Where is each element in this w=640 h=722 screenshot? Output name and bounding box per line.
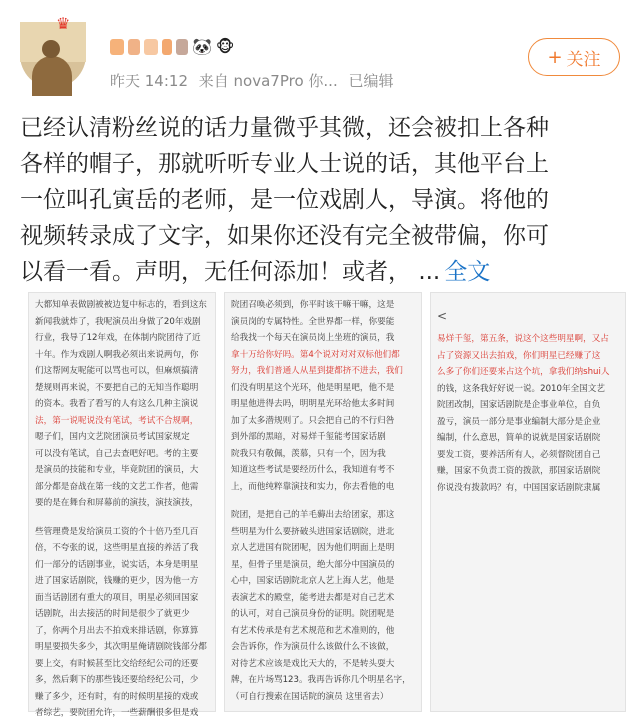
screenshot-text-line: 对待艺术应该是戏比天大的，不是转头耍大: [231, 658, 395, 669]
screenshot-text-line: 努力，我们普通人从星到捷都挤不进去，我们: [231, 366, 403, 376]
screenshot-text-line: 们一部分的话剧事业，说实话，本身是明星: [35, 559, 199, 570]
screenshot-text-line: 赚了多少，还有时，有的时候明星接的戏或: [35, 691, 199, 702]
screenshot-text-line: 面当话剧团有重大的项目，明星必须回国家: [35, 592, 199, 603]
screenshot-text-line: 们没有明星这个光环，他是明星吧，他不是: [231, 382, 395, 393]
screenshot-text-line: 院团，是把自己的羊毛薅出去给团家，那这: [231, 510, 395, 520]
screenshot-text-line: 要上交，有时候甚至比交给经纪公司的还要: [35, 658, 199, 669]
screenshot-text-line: 是演员的技能和专业，毕竟院团的演员，大: [35, 465, 199, 475]
screenshot-text-line: 要的是在舞台和屏幕前的演技，演技演技，: [35, 498, 199, 508]
screenshot-text-line: 要发工资，要养活所有人，必须督院团自己: [437, 449, 601, 460]
post-line: 各样的帽子，那就听听专业人士说的话，其他平台上: [20, 151, 549, 177]
screenshot-text-line: 你说没有拨款吗？有，中国国家话剧院隶属: [437, 482, 601, 493]
screenshot-text-line: 进了国家话剧院，钱赚的更少，因为他一方: [35, 576, 199, 586]
screenshot-text-line: 倍，不夸张的说，这些明星直接的养活了我: [35, 543, 199, 553]
screenshot-text-line: 可以没有笔试，自己去查吧好吧。考的主要: [35, 448, 199, 459]
screenshot-text-line: 么多了你们还要来占这个坑，拿我们纳shui人: [437, 367, 610, 377]
screenshot-text-line: 部分都是奋战在第一线的文艺工作者，他需: [35, 481, 199, 492]
screenshot-text-line: 易烊千玺，第五条，说这个这些明星啊，又占: [437, 334, 609, 344]
screenshot-text-line: 拿十万给你好吗。第4个说对对对双标他们都: [231, 349, 400, 360]
screenshot-text-line: 大都知单表做剧被被边复中标志的，看到这东: [35, 300, 207, 310]
username-blurred-part: [176, 39, 188, 55]
screenshot-text-line: 法，第一说呢说没有笔试，考试不合规啊，: [35, 415, 199, 426]
screenshot-text-line: 院我只有敬佩，羡慕，只有一个，因为我: [231, 448, 386, 459]
username[interactable]: [110, 34, 234, 60]
post-meta: [110, 70, 400, 91]
screenshot-text-line: 有艺术传承是有艺术规范和艺术准则的，他: [231, 625, 395, 636]
post-line: 视频转录成了文字，如果你还没有完全被带偏，你可: [20, 223, 549, 249]
screenshot-text-line: 的钱，这条我好好说一说。2010年全国文艺: [437, 383, 605, 394]
panda-emoji-icon: 🐼: [192, 37, 212, 56]
follow-label: 关注: [566, 49, 601, 70]
screenshot-text-line: 者综艺，要院团允许，一些薪酬很多但是戏: [35, 708, 199, 718]
post-line: 一位叫孔寅岳的老师，是一位戏剧人，导演。将他的: [20, 187, 549, 213]
screenshot-text-line: 占了资源又出去拍戏，你们明星已经赚了这: [437, 350, 601, 361]
image-gallery: [28, 292, 626, 718]
post-line: 已经认清粉丝说的话力量微乎其微，还会被扣上各种: [20, 115, 549, 141]
screenshot-text-line: 些管理费是发给演员工资的个十倍乃至几百: [35, 526, 199, 537]
post-image-1[interactable]: [28, 292, 216, 718]
post-source[interactable]: 来自 nova7Pro 你...: [198, 72, 338, 90]
username-blurred-part: [162, 39, 172, 55]
screenshot-text-line: 到外部的黑暗，对易烊千玺能考国家话剧: [231, 432, 386, 442]
crown-icon: ♛: [56, 14, 71, 33]
screenshot-text-line: 行业，我导了12年戏，在体制内院团待了近: [35, 333, 201, 343]
post-time: 昨天 14:12: [110, 72, 188, 90]
screenshot-text-line: 新闻我就炸了，我呢演员出身做了20年戏剧: [35, 316, 201, 327]
screenshot-text-line: [35, 512, 209, 524]
screenshot-text-line: 的认可，对自己演员身份的证明。院团呢是: [231, 609, 395, 619]
screenshot-text-line: 楚规则再来说，不要把自己的无知当作聪明: [35, 382, 199, 393]
screenshot-text-line: 盈亏，演员一部分是事业编制大部分是企业: [437, 416, 601, 427]
screenshot-text-line: 话剧院，出去接活的时间是很少了就更少: [35, 609, 190, 619]
post-last-line: [20, 254, 622, 290]
screenshot-text-line: 给我找一个每天在演员岗上坐班的演员，我: [231, 333, 395, 343]
screenshot-text-line: （可自行搜索在国话院的演员 这里省去）: [231, 691, 389, 702]
screenshot-text-line: 明星他进得去吗，明明星光环给他太多时间: [231, 399, 395, 409]
ellipsis: ...: [418, 259, 441, 285]
screenshot-text-line: 的资本。我看了看写的人有这么几种主演说: [35, 399, 199, 409]
post-image-3[interactable]: [430, 292, 626, 712]
plus-icon: +: [547, 46, 563, 68]
screenshot-text-line: 上，而他纯粹靠演技和实力，你去看他的电: [231, 481, 395, 492]
screenshot-text-line: 知道这些考试是要经历什么，我知道有考不: [231, 465, 395, 475]
avatar-figure-head: [42, 40, 60, 58]
avatar[interactable]: [20, 22, 86, 88]
post-image-2[interactable]: [224, 292, 422, 712]
username-blurred-part: [110, 39, 124, 55]
screenshot-text-line: 星，但骨子里是演员，绝大部分中国演员的: [231, 559, 395, 570]
screenshot-text-line: 们这帮网友呢能可以骂也可以，但麻烦搞清: [35, 366, 199, 376]
screenshot-text-line: 会告诉你，作为演员什么该做什么不该做，: [231, 642, 395, 652]
follow-button[interactable]: [528, 38, 620, 76]
screenshot-text-line: 院团改制，国家话剧院是企事业单位，自负: [437, 400, 601, 410]
screenshot-text-line: 院团召唤必须到，你平时该干嘛干嘛，这是: [231, 300, 395, 310]
username-blurred-part: [128, 39, 140, 55]
monkey-emoji-icon: 🐵: [215, 37, 235, 56]
post-line: 以看一看。声明，无任何添加！或者，: [20, 259, 411, 285]
screenshot-text-line: 明星要损失多少，其次明星俺请剧院钱部分都: [35, 642, 207, 652]
screenshot-text-line: 赚，国家不负责工资的拨款，那国家话剧院: [437, 466, 601, 476]
screenshot-text-line: 多，然后剩下的那些钱还要给经纪公司，少: [35, 675, 199, 685]
screenshot-text-line: 嗯子们，国内文艺院团演员考试国家规定: [35, 432, 190, 442]
screenshot-text-line: 编制，什么意思，简单的说就是国家话剧院: [437, 433, 601, 443]
edited-label[interactable]: 已编辑: [348, 72, 394, 90]
post-text: [20, 110, 622, 290]
screenshot-text-line: 牌，在片场骂123。我再告诉你几个明星名字，: [231, 675, 411, 685]
screenshot-text-line: 十年。作为戏剧人啊我必须出来说两句，你: [35, 349, 199, 360]
username-blurred-part: [144, 39, 158, 55]
screenshot-text-line: 京人艺进国有院团呢，因为他们明面上是明: [231, 543, 395, 553]
screenshot-text-line: 心中，国家话剧院北京人艺上海人艺，他是: [231, 576, 395, 586]
screenshot-text-line: 了，你两个月出去不拍戏来排话剧，你算算: [35, 625, 199, 636]
screenshot-text-line: 表演艺术的殿堂，能考进去都是对自己艺术: [231, 592, 395, 603]
screenshot-text-line: 演员岗的专属特性。全世界都一样，你要能: [231, 316, 395, 327]
expand-full-text-link[interactable]: 全文: [444, 259, 491, 285]
screenshot-text-line: [231, 495, 415, 507]
screenshot-text-line: 加了太多潜规则了。只会把自己的不行归咎: [231, 415, 395, 426]
avatar-figure-body: [32, 56, 72, 96]
screenshot-text-line: 些明星为什么要挤破头进国家话剧院，进北: [231, 526, 395, 537]
back-arrow-icon: <: [437, 309, 448, 323]
